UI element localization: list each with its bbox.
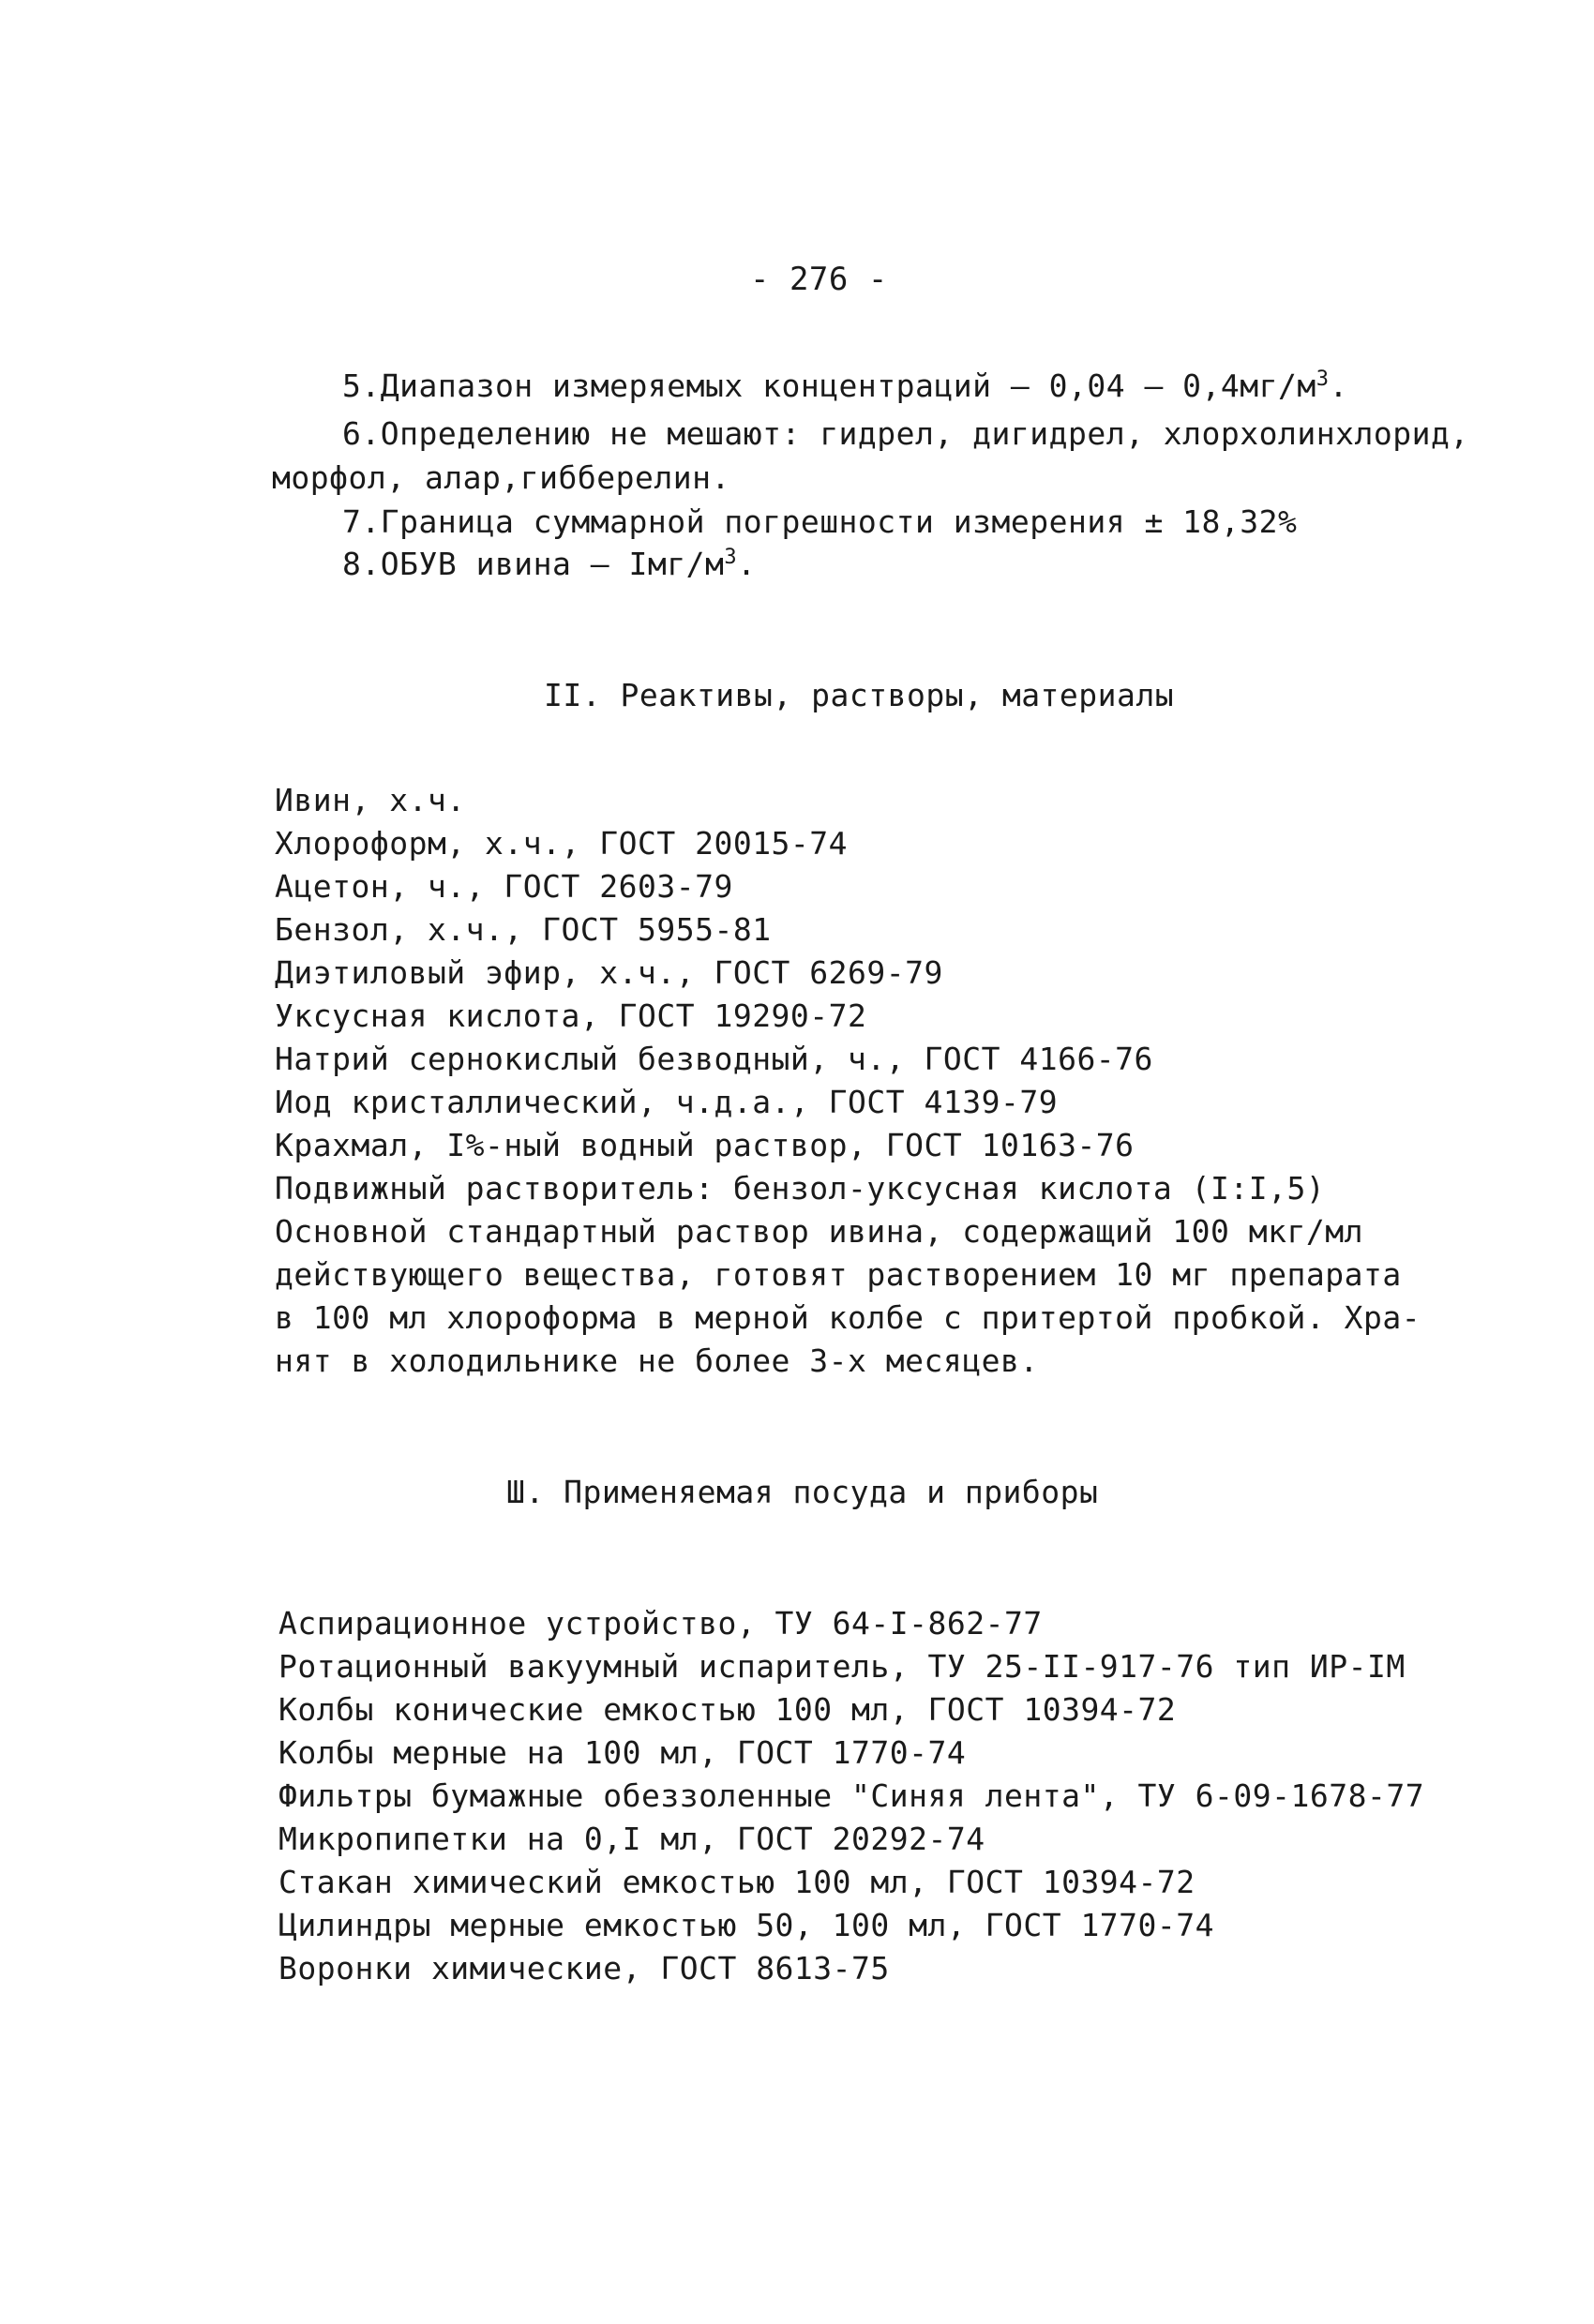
section-2-line: в 100 мл хлороформа в мерной колбе с притертой пробкой. Хра- <box>275 1299 1421 1336</box>
section-2-line: Основной стандартный раствор ивина, содержащий 100 мкг/мл <box>275 1213 1363 1250</box>
section-3-line: Цилиндры мерные емкостью 50, 100 мл, ГОСТ 1770-74 <box>278 1907 1215 1943</box>
intro-item-7: 7.Граница суммарной погрешности измерения ± 18,32% <box>342 503 1298 540</box>
section-2-line: Ацетон, ч., ГОСТ 2603-79 <box>275 868 733 905</box>
section-3-line: Стакан химический емкостью 100 мл, ГОСТ 10394-72 <box>278 1864 1196 1900</box>
section-2-line: Диэтиловый эфир, х.ч., ГОСТ 6269-79 <box>275 954 943 991</box>
section-3-line: Микропипетки на 0,I мл, ГОСТ 20292-74 <box>278 1821 985 1857</box>
item-5-superscript: 3 <box>1316 367 1330 391</box>
section-2-heading: II. Реактивы, растворы, материалы <box>544 677 1175 713</box>
section-2-line: действующего вещества, готовят растворением 10 мг препарата <box>275 1256 1402 1293</box>
section-3-line: Ротационный вакуумный испаритель, ТУ 25-II-917-76 тип ИР-IМ <box>278 1648 1406 1685</box>
section-2-line: Иод кристаллический, ч.д.а., ГОСТ 4139-79 <box>275 1084 1059 1120</box>
intro-item-5 <box>342 367 1348 405</box>
section-2-line: Натрий сернокислый безводный, ч., ГОСТ 4166-76 <box>275 1041 1153 1077</box>
item-8-end: . <box>737 546 757 582</box>
item-5-text: 5.Диапазон измеряемых концентраций – 0,04 – 0,4мг/м <box>342 367 1316 404</box>
item-8-text: 8.ОБУВ ивина – Iмг/м <box>342 546 725 582</box>
section-2-line: Подвижный растворитель: бензол-уксусная кислота (I:I,5) <box>275 1170 1326 1207</box>
page-number: - 276 - <box>750 261 888 298</box>
section-2-line: нят в холодильнике не более 3-х месяцев. <box>275 1342 1039 1379</box>
item-8-superscript: 3 <box>724 546 738 569</box>
section-2-line: Бензол, х.ч., ГОСТ 5955-81 <box>275 911 772 948</box>
section-3-line: Воронки химические, ГОСТ 8613-75 <box>278 1950 890 1987</box>
section-3-line: Колбы мерные на 100 мл, ГОСТ 1770-74 <box>278 1734 967 1771</box>
section-2-line: Крахмал, I%-ный водный раствор, ГОСТ 10163-76 <box>275 1127 1135 1163</box>
section-3-heading: Ш. Применяемая посуда и приборы <box>506 1474 1099 1510</box>
section-3-line: Фильтры бумажные обеззоленные "Синяя лента", ТУ 6-09-1678-77 <box>278 1777 1425 1814</box>
section-3-line: Колбы конические емкостью 100 мл, ГОСТ 10394-72 <box>278 1691 1177 1728</box>
section-3-line: Аспирационное устройство, ТУ 64-I-862-77 <box>278 1605 1043 1642</box>
intro-item-6-line-1: 6.Определению не мешают: гидрел, дигидрел, хлорхолинхлорид, <box>342 415 1469 452</box>
intro-item-6-line-2: морфол, алар,гибберелин. <box>272 459 730 496</box>
intro-item-8 <box>342 546 756 583</box>
item-5-end: . <box>1329 367 1348 404</box>
section-2-line: Ивин, х.ч. <box>275 782 466 818</box>
section-2-line: Уксусная кислота, ГОСТ 19290-72 <box>275 997 867 1034</box>
section-2-line: Хлороформ, х.ч., ГОСТ 20015-74 <box>275 825 849 862</box>
